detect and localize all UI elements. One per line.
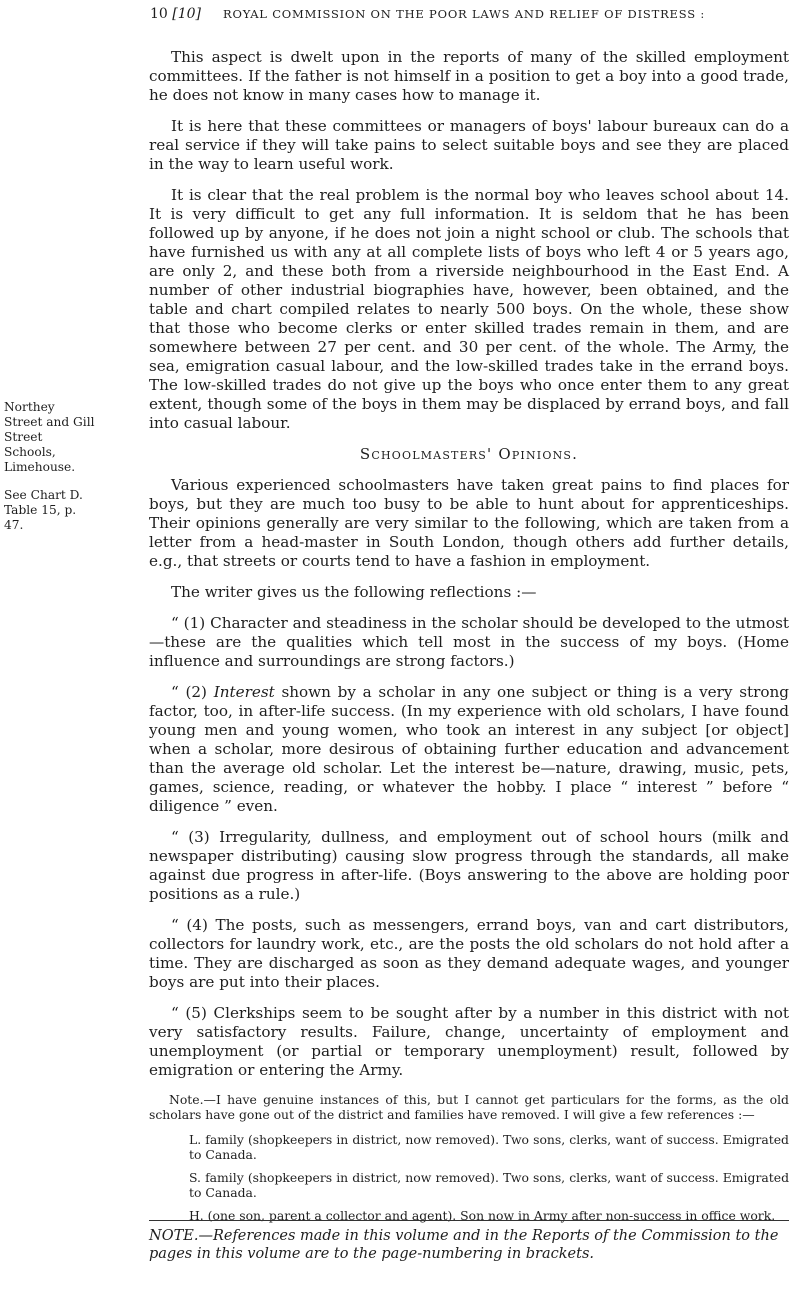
reflection-2-emphasis: Interest (213, 683, 275, 701)
note-intro: Note.—I have genuine instances of this, but I cannot get particulars for the forms, as the old scholars have gone out of the district and families have removed. I will give a few references :— (149, 1092, 789, 1122)
section-heading: Schoolmasters' Opinions. (359, 445, 579, 463)
reflection-3: “ (3) Irregularity, dullness, and employment out of school hours (milk and newspaper distributing) causing slow progress through the standards, all make against due progress in after-life. (Boys answering to the above are holding poor positions as a rule.) (149, 828, 789, 903)
reflection-2-number: “ (2) (171, 683, 214, 701)
running-header (150, 6, 790, 22)
note-reference-l-family: L. family (shopkeepers in district, now removed). Two sons, clerks, want of success. Emigrated to Canada. (189, 1132, 789, 1162)
reflection-2-text: shown by a scholar in any one subject or thing is a very strong factor, too, in after-life success. (In my experience with old scholars, I have found young men and young women, who took an interest in any subject [or object] when a scholar, more desirous of obtaining further education and advancement than the average old scholar. Let the interest be—nature, drawing, music, pets, games, science, reading, or whatever the hobby. I place “ interest ” before “ diligence ” even. (149, 683, 790, 815)
reflection-1: “ (1) Character and steadiness in the scholar should be developed to the utmost—these are the qualities which tell most in the success of my boys. (Home influence and surroundings are strong factors.) (149, 614, 789, 670)
paragraph-skilled-employment: This aspect is dwelt upon in the reports of many of the skilled employment committees. If the father is not himself in a position to get a boy into a good trade, he does not know in many cases how to manage it. (149, 48, 789, 104)
margin-notes (4, 400, 96, 546)
paragraph-normal-boy: It is clear that the real problem is the normal boy who leaves school about 14. It is very difficult to get any full information. It is seldom that he has been followed up by anyone, if he does not join a night school or club. The schools that have furnished us with any at all complete lists of boys who left 4 or 5 years ago, are only 2, and these both from a riverside neighbourhood in the East End. A number of other industrial biographies have, however, been obtained, and the table and chart compiled relates to nearly 500 boys. On the whole, these show that those who become clerks or enter skilled trades remain in them, and are somewhere between 27 per cent. and 30 per cent. of the whole. The Army, the sea, emigration casual labour, and the low-skilled trades take in the errand boys. The low-skilled trades do not give up the boys who once enter them to any great extent, though some of the boys in them may be displaced by errand boys, and fall into casual labour. (149, 186, 789, 432)
running-title: ROYAL COMMISSION ON THE POOR LAWS AND RELIEF OF DISTRESS : (223, 7, 706, 21)
paragraph-labour-bureaux: It is here that these committees or managers of boys' labour bureaux can do a real service if they will take pains to select suitable boys and see they are placed in the way to learn useful work. (149, 117, 789, 173)
page-number: 10 [10] (150, 6, 202, 22)
margin-note-schools: Northey Street and Gill Street Schools, Limehouse. (4, 400, 95, 474)
margin-note-chart-reference: See Chart D. Table 15, p. 47. (4, 488, 83, 532)
reflection-5: “ (5) Clerkships seem to be sought after by a number in this district with not very satisfactory results. Failure, change, uncertainty of employment and unemployment (or partial or temporary unemployment) result, followed by emigration or entering the Army. (149, 1004, 789, 1079)
bracketed-page-number: [10] (172, 6, 202, 22)
reflection-4: “ (4) The posts, such as messengers, errand boys, van and cart distributors, collectors for laundry work, etc., are the posts the old scholars do not hold after a time. They are discharged as soon as they demand adequate wages, and younger boys are put into their places. (149, 916, 789, 991)
paragraph-schoolmasters: Various experienced schoolmasters have taken great pains to find places for boys, but they are much too busy to be able to hunt about for apprenticeships. Their opinions generally are very similar to the following, which are taken from a letter from a head-master in South London, though others add further details, e.g., that streets or courts tend to have a fashion in employment. (149, 476, 789, 570)
schoolmaster-note (149, 1092, 789, 1223)
paragraph-reflections-intro: The writer gives us the following reflections :— (171, 583, 537, 601)
reflection-2 (149, 683, 789, 816)
footer-note: NOTE.—References made in this volume and in the Reports of the Commission to the pages in this volume are to the page-numbering in brackets. (149, 1220, 789, 1263)
main-text (149, 48, 789, 1231)
note-reference-h: H. (one son, parent a collector and agent). Son now in Army after non-success in office work. (189, 1208, 776, 1223)
note-reference-s-family: S. family (shopkeepers in district, now removed). Two sons, clerks, want of success. Emigrated to Canada. (189, 1170, 789, 1200)
